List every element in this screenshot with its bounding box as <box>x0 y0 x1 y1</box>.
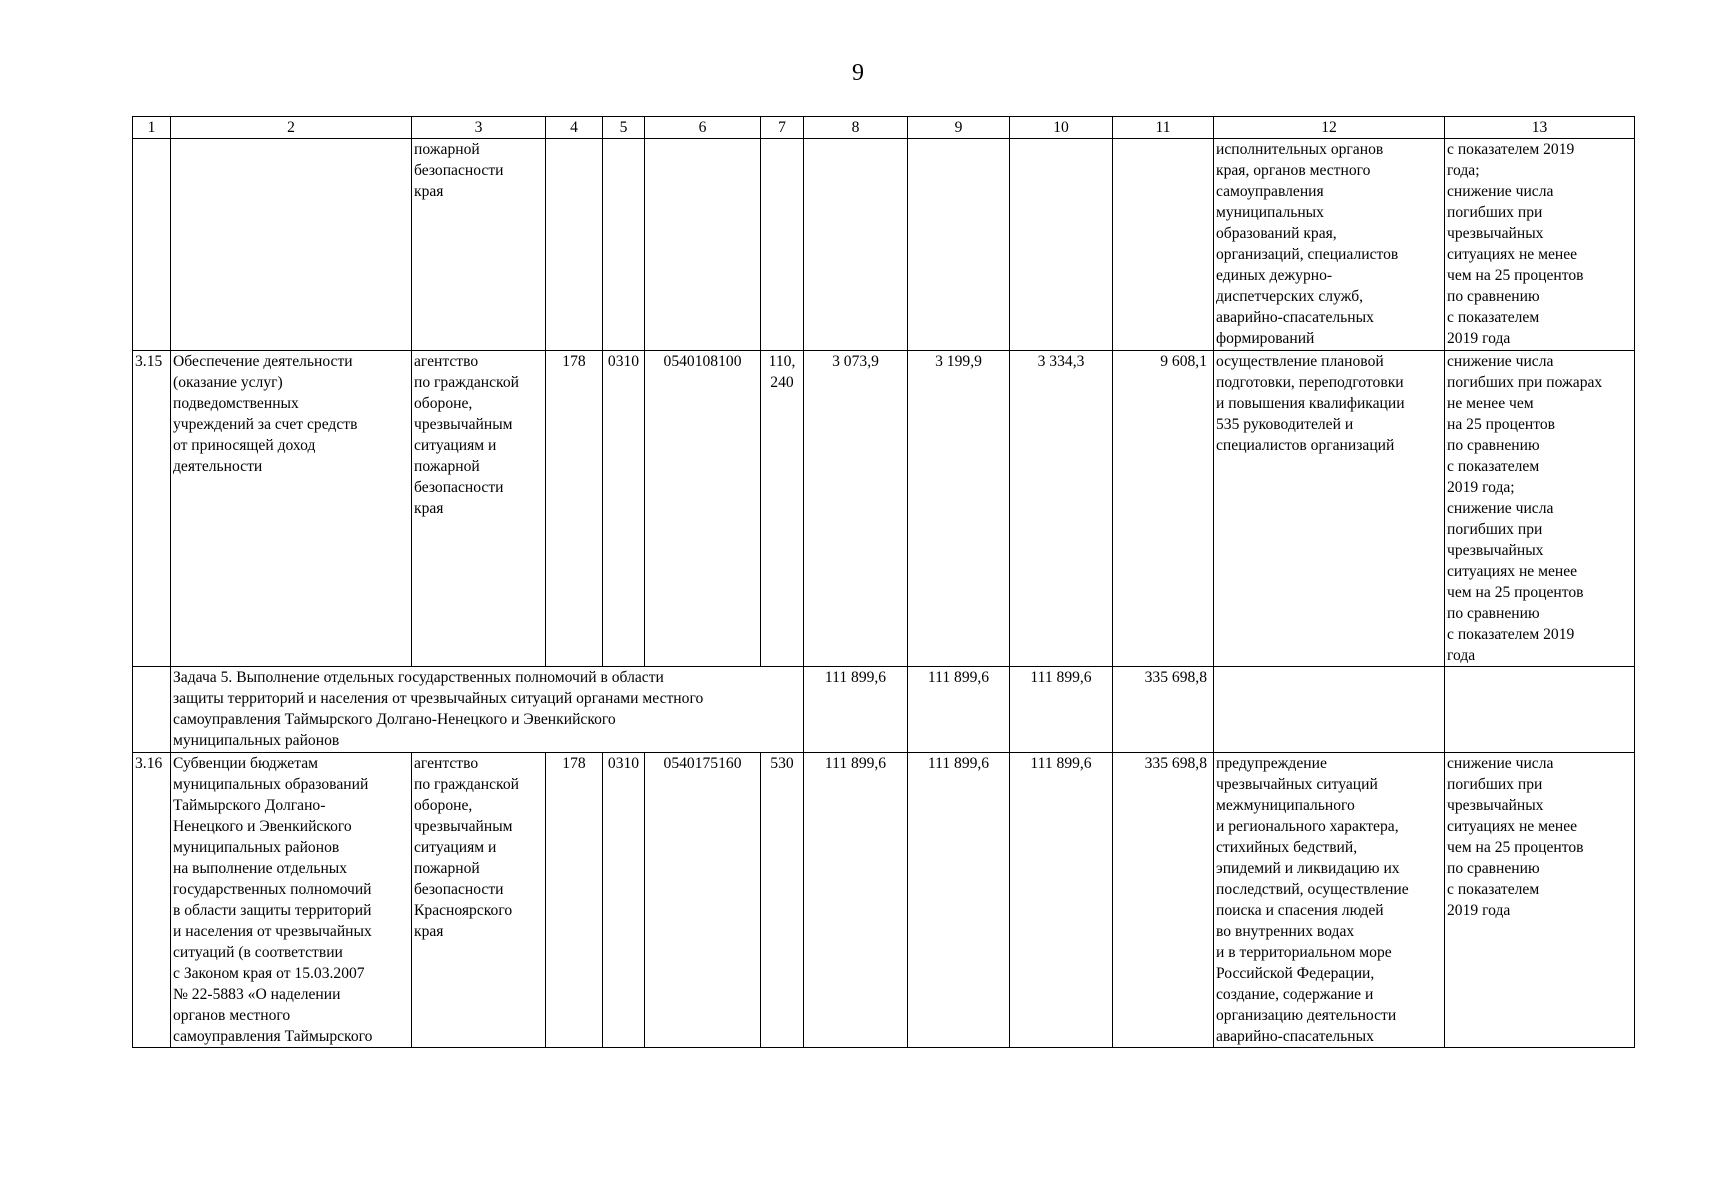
empty-cell <box>171 139 412 351</box>
task-5-title: Задача 5. Выполнение отдельных государственных полномочий в области защиты территорий и населения от чрезвычайных ситуаций органами местного самоуправления Таймырского Долгано-Ненецкого и Эвенкийского муниципальных районов <box>171 667 804 753</box>
page-number: 9 <box>852 60 864 86</box>
target-article-cell: 0540175160 <box>645 753 761 1048</box>
table-row-3-16 <box>133 753 1635 1048</box>
target-article-cell: 0540108100 <box>645 351 761 667</box>
expense-type-cell: 530 <box>761 753 804 1048</box>
year-2-amount-cell: 3 199,9 <box>908 351 1010 667</box>
program-activities-table <box>132 116 1635 1048</box>
empty-cell <box>133 139 171 351</box>
year-2-amount-cell: 111 899,6 <box>908 753 1010 1048</box>
section-code-cell: 0310 <box>603 753 645 1048</box>
year-2-amount-cell: 111 899,6 <box>908 667 1010 753</box>
header-cell: 2 <box>171 117 412 139</box>
year-1-amount-cell: 3 073,9 <box>804 351 908 667</box>
expected-result-cell: предупреждение чрезвычайных ситуаций межмуниципального и регионального характера, стихийных бедствий, эпидемий и ликвидацию их последствий, осуществление поиска и спасения людей во внутренних водах и в территориальном море Российской Федерации, создание, содержание и организацию деятельности аварийно-спасательных <box>1214 753 1445 1048</box>
header-cell: 1 <box>133 117 171 139</box>
expense-type-cell: 110, 240 <box>761 351 804 667</box>
empty-cell <box>645 139 761 351</box>
header-cell: 9 <box>908 117 1010 139</box>
header-cell: 11 <box>1113 117 1214 139</box>
header-cell: 5 <box>603 117 645 139</box>
indicator-cell: снижение числа погибших при чрезвычайных ситуациях не менее чем на 25 процентов по сравнению с показателем 2019 года <box>1445 753 1635 1048</box>
header-cell: 7 <box>761 117 804 139</box>
indicator-cell: снижение числа погибших при пожарах не менее чем на 25 процентов по сравнению с показателем 2019 года; снижение числа погибших при чрезвычайных ситуациях не менее чем на 25 процентов по сравнению с показателем 2019 года <box>1445 351 1635 667</box>
header-cell: 12 <box>1214 117 1445 139</box>
empty-cell <box>1010 139 1113 351</box>
administrator-cell: агентство по гражданской обороне, чрезвычайным ситуациям и пожарной безопасности Красноярского края <box>412 753 546 1048</box>
header-cell: 13 <box>1445 117 1635 139</box>
gr-code-cell: 178 <box>546 351 603 667</box>
empty-cell <box>1445 667 1635 753</box>
empty-cell <box>908 139 1010 351</box>
gr-code-cell: 178 <box>546 753 603 1048</box>
empty-cell <box>133 667 171 753</box>
activity-name-cell: Субвенции бюджетам муниципальных образований Таймырского Долгано- Ненецкого и Эвенкийского муниципальных районов на выполнение отдельных государственных полномочий в области защиты территорий и населения от чрезвычайных ситуаций (в соответствии с Законом края от 15.03.2007 № 22-5883 «О наделении органов местного самоуправления Таймырского <box>171 753 412 1048</box>
header-cell: 3 <box>412 117 546 139</box>
administrator-cell: агентство по гражданской обороне, чрезвычайным ситуациям и пожарной безопасности края <box>412 351 546 667</box>
row-number-cell: 3.16 <box>133 753 171 1048</box>
administrator-cell: пожарной безопасности края <box>412 139 546 351</box>
total-amount-cell: 9 608,1 <box>1113 351 1214 667</box>
indicator-cell: с показателем 2019 года; снижение числа погибших при чрезвычайных ситуациях не менее чем на 25 процентов по сравнению с показателем 2019 года <box>1445 139 1635 351</box>
column-number-header-row <box>133 117 1635 139</box>
header-cell: 10 <box>1010 117 1113 139</box>
year-1-amount-cell: 111 899,6 <box>804 753 908 1048</box>
empty-cell <box>804 139 908 351</box>
total-amount-cell: 335 698,8 <box>1113 753 1214 1048</box>
continuation-row <box>133 139 1635 351</box>
empty-cell <box>603 139 645 351</box>
section-code-cell: 0310 <box>603 351 645 667</box>
table-row-3-15 <box>133 351 1635 667</box>
header-cell: 4 <box>546 117 603 139</box>
header-cell: 6 <box>645 117 761 139</box>
expected-result-cell: исполнительных органов края, органов местного самоуправления муниципальных образований края, организаций, специалистов единых дежурно- диспетчерских служб, аварийно-спасательных формирований <box>1214 139 1445 351</box>
year-3-amount-cell: 111 899,6 <box>1010 753 1113 1048</box>
row-number-cell: 3.15 <box>133 351 171 667</box>
year-1-amount-cell: 111 899,6 <box>804 667 908 753</box>
expected-result-cell: осуществление плановой подготовки, переподготовки и повышения квалификации 535 руководителей и специалистов организаций <box>1214 351 1445 667</box>
activity-name-cell: Обеспечение деятельности (оказание услуг) подведомственных учреждений за счет средств от приносящей доход деятельности <box>171 351 412 667</box>
total-amount-cell: 335 698,8 <box>1113 667 1214 753</box>
empty-cell <box>1214 667 1445 753</box>
task-5-row <box>133 667 1635 753</box>
header-cell: 8 <box>804 117 908 139</box>
empty-cell <box>546 139 603 351</box>
year-3-amount-cell: 111 899,6 <box>1010 667 1113 753</box>
empty-cell <box>1113 139 1214 351</box>
year-3-amount-cell: 3 334,3 <box>1010 351 1113 667</box>
empty-cell <box>761 139 804 351</box>
